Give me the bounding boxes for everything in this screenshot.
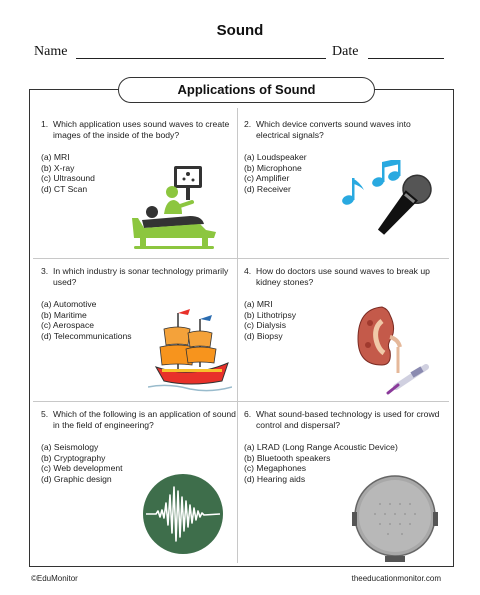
seismic-wave-icon bbox=[142, 473, 224, 555]
date-blank-line[interactable] bbox=[368, 58, 444, 59]
option-a: (a) Seismology bbox=[41, 442, 99, 453]
section-banner: Applications of Sound bbox=[118, 77, 375, 103]
question-1-text: Which application uses sound waves to create images of the inside of the body? bbox=[53, 119, 230, 140]
option-b: (b) X-ray bbox=[41, 162, 75, 173]
question-6-text: What sound-based technology is used for crowd control and dispersal? bbox=[256, 409, 440, 430]
ultrasound-scan-icon bbox=[130, 162, 220, 250]
worksheet-title: Sound bbox=[216, 22, 264, 39]
question-4-text: How do doctors use sound waves to break up kidney stones? bbox=[256, 266, 430, 287]
lrad-device-icon bbox=[350, 474, 440, 564]
option-c: (c) Ultrasound bbox=[41, 173, 95, 184]
name-date-row bbox=[34, 44, 444, 62]
row-divider-1 bbox=[33, 258, 449, 259]
option-b: (b) Maritime bbox=[41, 309, 87, 320]
option-a: (a) Automotive bbox=[41, 299, 97, 310]
footer-brand: ©EduMonitor bbox=[31, 574, 78, 583]
option-d: (d) Telecommunications bbox=[41, 330, 132, 341]
option-c: (c) Amplifier bbox=[244, 173, 290, 184]
option-d: (d) Biopsy bbox=[244, 330, 283, 341]
microphone-icon bbox=[338, 160, 438, 250]
option-a: (a) MRI bbox=[41, 152, 70, 163]
option-b: (b) Lithotripsy bbox=[244, 309, 297, 320]
row-divider-2 bbox=[33, 401, 449, 402]
option-d: (d) Graphic design bbox=[41, 473, 112, 484]
option-c: (c) Megaphones bbox=[244, 463, 307, 474]
question-2-text: Which device converts sound waves into electrical signals? bbox=[256, 119, 411, 140]
option-d: (d) Receiver bbox=[244, 183, 291, 194]
option-d: (d) Hearing aids bbox=[244, 473, 306, 484]
question-3-text: In which industry is sonar technology primarily used? bbox=[53, 266, 229, 287]
option-d: (d) CT Scan bbox=[41, 183, 88, 194]
question-3-number: 3. bbox=[41, 266, 49, 276]
option-a: (a) LRAD (Long Range Acoustic Device) bbox=[244, 442, 398, 453]
name-label: Name bbox=[34, 44, 68, 59]
option-b: (b) Bluetooth speakers bbox=[244, 452, 331, 463]
option-a: (a) Loudspeaker bbox=[244, 152, 307, 163]
question-6-number: 6. bbox=[244, 409, 252, 419]
option-c: (c) Web development bbox=[41, 463, 123, 474]
option-c: (c) Dialysis bbox=[244, 320, 287, 331]
question-4-number: 4. bbox=[244, 266, 252, 276]
option-b: (b) Microphone bbox=[244, 162, 302, 173]
question-1-number: 1. bbox=[41, 119, 49, 129]
footer-website: theeducationmonitor.com bbox=[351, 574, 441, 583]
option-b: (b) Cryptography bbox=[41, 452, 106, 463]
date-label: Date bbox=[332, 44, 359, 59]
kidney-icon bbox=[352, 303, 432, 397]
question-2-number: 2. bbox=[244, 119, 252, 129]
name-blank-line[interactable] bbox=[76, 58, 326, 59]
question-5-text: Which of the following is an application of sound in the field of engineering? bbox=[53, 409, 236, 430]
option-a: (a) MRI bbox=[244, 299, 273, 310]
option-c: (c) Aerospace bbox=[41, 320, 95, 331]
question-5-number: 5. bbox=[41, 409, 49, 419]
sailing-ship-icon bbox=[148, 305, 232, 393]
